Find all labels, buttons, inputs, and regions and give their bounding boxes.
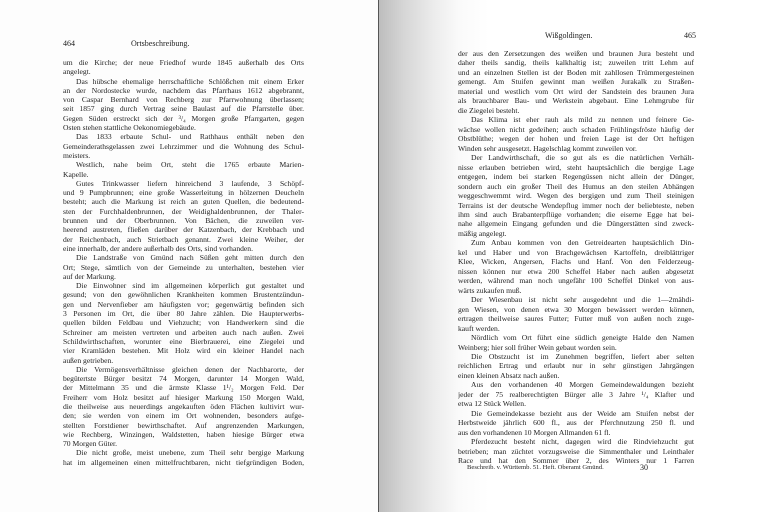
text-line: 3 Personen im Ort, die über 80 Jahre zählen. Die Haupterwerbs- [63,309,304,319]
text-line: Westlich, nahe beim Ort, steht die 1765 erbaute Marien- [76,160,304,170]
text-line: nahe allgemein Eingang gefunden und die Düngerstätten sind zweck- [458,219,694,229]
text-line: betrieben; man züchtet vorzugsweise die Simmenthaler und Leinthaler [458,446,694,456]
text-line: Der Landwirthschaft, die so gut als es die natürlichen Verhält- [471,153,694,163]
text-line: Nördlich vom Ort führt eine südlich geneigte Halde den Namen [471,333,694,343]
text-line: material und westlich vom Ort wird der Sandstein des braunen Jura [458,86,694,96]
text-line: Das Klima ist eher rauh als mild zu nennen und feinere Ge- [471,115,694,125]
text-line: an der Nordostecke wurde, nachdem das Pfarrhaus 1612 abgebrannt, [63,85,304,95]
text-line: angelegt. [63,67,91,77]
paragraph [458,238,694,295]
body-text [458,49,694,466]
text-line: wärts zukaufen muß. [458,285,522,295]
text-line: hat im allgemeinen einen mittelfruchtbaren, nicht tiefgründigen Boden, [63,457,304,467]
text-line: Aus den vorhandenen 40 Morgen Gemeindewaldungen bezieht [471,380,694,390]
text-line: begütertste Bürger besitzt 74 Morgen, darunter 14 Morgen Wald, [63,374,304,384]
left-page [0,0,379,512]
page-number: 464 [63,39,75,48]
text-line: vier Kramläden bestehen. Mit Holz wird ein kleiner Handel nach [63,346,304,356]
text-line: Obstblüthe; wegen der hohen und freien Lage ist der Ort heftigen [458,134,694,144]
text-line: wie Rechberg, Winzingen, Waldstetten, haben hiesige Bürger etwa [63,429,304,439]
text-line: Die Vermögensverhältnisse gleichen denen der Nachbarorte, der [76,364,304,374]
running-head: Ortsbeschreibung. [131,39,190,48]
text-line: Die Einwohner sind im allgemeinen körperlich gut gestaltet und [76,281,304,291]
text-line: reichlichen Ertrag und erlaubt nur in sehr günstigen Jahrgängen [458,361,694,371]
text-line: quellen bilden Feldbau und Viehzucht; von Handwerkern sind die [63,318,304,328]
running-head: Wißgoldingen. [545,31,593,40]
text-line: Ort; Stege, sämtlich von der Gemeinde zu unterhalten, bestehen vier [63,262,304,272]
paragraph [458,115,694,153]
text-line: gen Wiesen, von denen etwa 30 Morgen bewässert werden können, [458,304,694,314]
paragraph [458,49,694,115]
text-line: Klee, Wicken, Angersen, Flachs und Hanf. Von den Felderzeug- [458,257,694,267]
text-line: Herbstweide jährlich 600 fl., aus der Pferchnutzung 250 fl. und [458,418,694,428]
text-line: Gutes Trinkwasser liefern hinreichend 3 laufende, 3 Schöpf- [76,178,304,188]
paragraph [63,365,304,449]
text-line: meisters. [63,150,91,160]
paragraph [63,58,304,77]
text-line: Zum Anbau kommen von den Getreidearten hauptsächlich Din- [471,238,694,248]
text-line: um die Kirche; der neue Friedhof wurde 1845 außerhalb des Orts [63,58,304,67]
text-line: die theilweise aus neuerdings angekauften öden Flächen kultivirt wur- [63,401,304,411]
text-line: 70 Morgen Güter. [63,439,118,449]
page-number: 465 [684,31,696,40]
text-line: auf der Markung. [63,271,116,281]
text-line: ertragen theilweise saures Futter; Futter muß von außen noch zuge- [458,314,694,324]
paragraph [458,409,694,437]
text-line: Das 1833 erbaute Schul- und Rathhaus enthält neben den [76,132,304,142]
text-line: Terrains ist der deutsche Wendepflug immer noch der beliebteste, neben [458,200,694,210]
text-line: stellten Forstdiener bewirthschaftet. Auf angrenzenden Markungen, [63,420,304,430]
text-line: gesund; von den gewöhnlichen Krankheiten kommen Brustentzündun- [63,290,304,300]
sheet-number: 30 [640,463,648,472]
text-line: Die nicht große, meist unebene, zum Theil sehr bergige Markung [76,448,304,458]
text-line: eine innerhalb, der andere außerhalb des Orts, sind vorhanden. [63,243,253,253]
text-line: sten der Furchhaldenbrunnen, der Weidighaldenbrunnen, der Thaler- [63,206,304,216]
text-line: Freiherr vom Holz besitzt auf hiesiger Markung 150 Morgen Wald, [63,392,304,402]
text-line: etwa 12 Stück Wellen. [458,399,526,409]
text-line: entgegen, indem bei starken Regengüssen nicht allein der Dünger, [458,172,694,182]
signature-line: Beschreib. v. Württemb. 51. Heft. Oberamt Gmünd. [467,464,604,471]
text-line: kauft werden. [458,323,500,333]
text-line: Weinberg; hier soll früher Wein gebaut worden sein. [458,342,617,352]
text-line: der Reichenbach, auch Strietbach genannt. Zwei kleine Weiher, der [63,234,304,244]
text-line: Gegen Süden erstreckt sich der ³/₄ Morgen große Pfarrgarten, gegen [63,113,304,123]
text-line: aus den vorhandenen 10 Morgen Allmanden 61 fl. [458,427,611,437]
text-line: Pferdezucht besteht nicht, dagegen wird die Rindviehzucht gut [471,437,694,447]
text-line: wächse wollen nicht gedeihen; auch schaden Frühlingsfröste häufig der [458,124,694,134]
body-text [63,58,304,467]
text-line: die Ziegelei besteht. [458,105,520,115]
paragraph [458,437,694,465]
text-line: nisse erlauben betrieben wird, steht hauptsächlich die bergige Lage [458,162,694,172]
text-line: nissen können nur etwa 200 Scheffel Haber nach außen abgesetzt [458,266,694,276]
text-line: und an einzelnen Stellen ist der Boden mit zahllosen Trümmergesteinen [458,67,694,77]
right-page [379,0,760,512]
paragraph [63,281,304,365]
text-line: Die Landstraße von Gmünd nach Süßen geht mitten durch den [76,253,304,263]
paragraph [63,77,304,133]
text-line: als brauchbarer Bau- und Werkstein abgebaut. Eine Lehmgrube für [458,96,694,106]
text-line: gen und Nervenfieber am häufigsten vor; gegenwärtig befinden sich [63,299,304,309]
text-line: besteht; auch die Markung ist reich an guten Quellen, die bedeutend- [63,197,304,207]
text-line: Das hübsche ehemalige herrschaftliche Schlößchen mit einem Erker [76,76,304,86]
text-line: Der Wiesenbau ist nicht sehr ausgedehnt und die 1—2mähdi- [471,295,694,305]
text-line: werden, während man noch ungefähr 100 Scheffel Dinkel von aus- [458,276,694,286]
text-line: mäßig angelegt. [458,228,507,238]
text-line: Schreiner am meisten vertreten und arbeiten auch nach außen. Zwei [63,327,304,337]
text-line: Gemeinderathsgelassen zwei Lehrzimmer und die Wohnung des Schul- [63,141,304,151]
text-line: Die Obstzucht ist im Zunehmen begriffen, liefert aber selten [471,352,694,361]
text-line: Winden sehr ausgesetzt. Hagelschlag kommt zuweilen vor. [458,143,637,153]
paragraph [63,448,304,467]
paragraph [63,253,304,281]
paragraph [63,160,304,179]
paragraph [63,132,304,160]
text-line: ihm sind auch Brabanterpflüge vorhanden; die eiserne Egge hat bei- [458,209,694,219]
text-line: einen kleinen Absatz nach außen. [458,370,560,380]
text-line: Race und hat den Sommer über 2, des Winters nur 1 Farren [458,456,694,466]
text-line: weggeschwemmt wird. Wegen des bergigen und zum Theil steinigen [458,191,694,201]
paragraph [458,333,694,352]
text-line: und 9 Pumpbrunnen; eine große Wasserleitung in hölzernen Deucheln [63,188,304,198]
text-line: kel und Haber und von Brachgewächsen Kartoffeln, dreiblättriger [458,247,694,257]
text-line: Kapelle. [63,169,89,179]
paragraph [458,352,694,380]
text-line: den; sie werden von einem im Ort wohnenden, besonders aufge- [63,411,304,421]
text-line: Die Gemeindekasse bezieht aus der Weide am Stuifen nebst der [471,408,694,418]
text-line: seit 1857 ging durch Vertrag seine Baulast auf die Pfarrstelle über. [63,104,304,114]
text-line: der aus den Zersetzungen des weißen und braunen Jura besteht und [458,49,694,58]
paragraph [458,295,694,333]
paragraph [458,380,694,408]
text-line: Schildwirthschaften, worunter eine Bierbrauerei, eine Ziegelei und [63,336,304,346]
text-line: brunnen und der Oberbrunnen. Von Bächen, die zuweilen ver- [63,216,304,226]
text-line: Osten stehen stattliche Oekonomiegebäude. [63,123,196,133]
text-line: der Mittelmann 35 und die ärmste Klasse 1¹/₂ Morgen Feld. Der [63,383,304,393]
text-line: gemengt. Am Stuifen gewinnt man weißen Jurakalk zu Straßen- [458,77,694,87]
text-line: daher theils sandig, theils kalkhaltig ist; zuweilen tritt Lehm auf [458,58,694,68]
text-line: sondern auch ein großer Theil des Humus an den steilen Abhängen [458,181,694,191]
paragraph [63,179,304,253]
text-line: heerend austreten, fließen darüber der Katzenbach, der Krebbach und [63,225,304,235]
paragraph [458,153,694,238]
text-line: jeder der 75 realberechtigten Bürger alle 3 Jahre ¹/₄ Klafter und [458,389,694,399]
text-line: außen getrieben. [63,355,114,365]
text-line: von Caspar Bernhard von Rechberg zur Pfarrwohnung überlassen; [63,95,304,105]
